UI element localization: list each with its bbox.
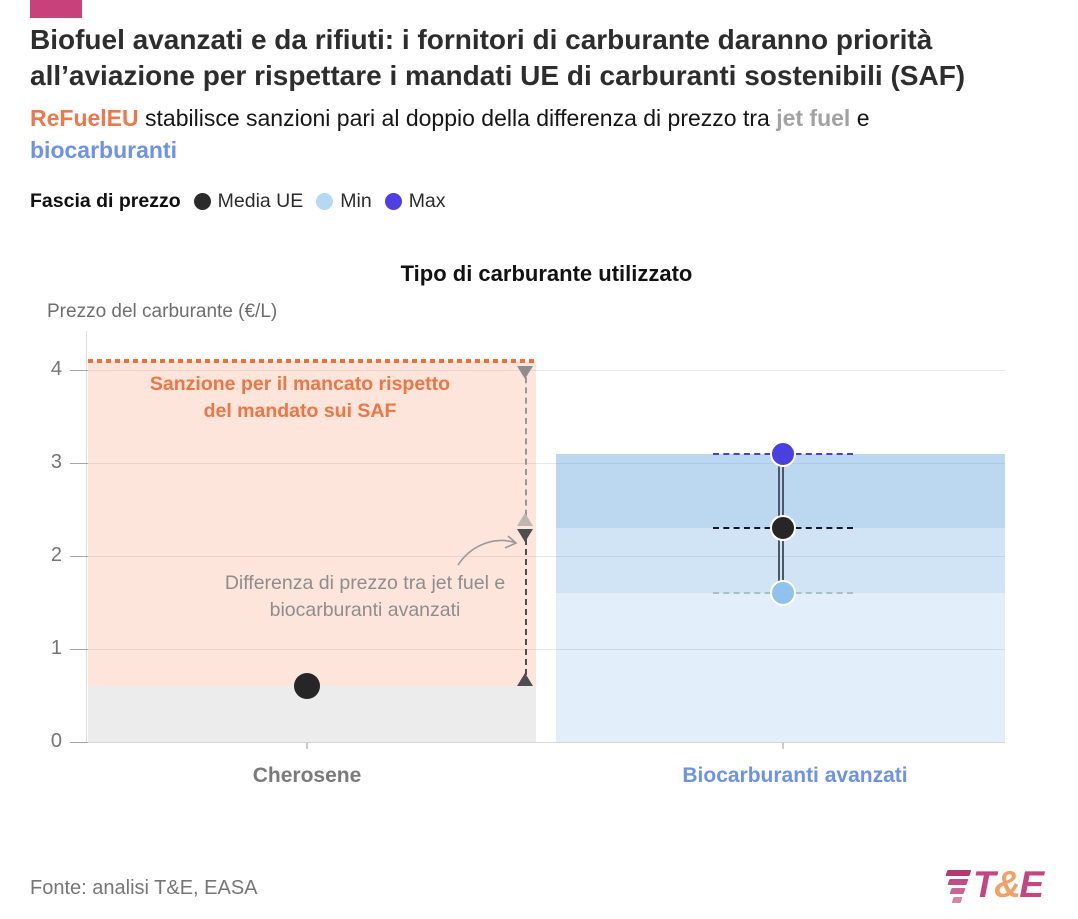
subtitle-body: stabilisce sanzioni pari al doppio della differenza di prezzo tra — [138, 105, 777, 131]
biofuel-axis-tick — [782, 742, 784, 749]
y-axis-label: Prezzo del carburante (€/L) — [47, 301, 278, 322]
legend-item-label: Media UE — [217, 190, 304, 212]
sanction-dotted-line — [88, 359, 536, 363]
legend-item-label: Max — [408, 190, 446, 212]
te-logo — [942, 866, 1043, 903]
te-logo-text — [973, 866, 1043, 903]
biofuel-media-dot — [770, 515, 796, 541]
kerosene-axis-tick — [306, 742, 308, 749]
curved-arrow-icon — [452, 530, 527, 572]
axis-tick-label: 0 — [50, 730, 62, 752]
arrowhead-down-icon — [517, 366, 533, 379]
axis-tick — [70, 370, 88, 371]
axis-tick-label: 2 — [50, 544, 62, 566]
subtitle-jet-fuel: jet fuel — [776, 105, 851, 131]
axis-tick — [70, 649, 88, 650]
arrowhead-up-icon — [517, 673, 533, 686]
te-logo-bars-icon — [937, 870, 972, 903]
biofuel-price-band — [556, 593, 1005, 742]
axis-baseline — [88, 742, 1005, 743]
subtitle-conjunction: e — [850, 105, 870, 131]
axis-tick — [70, 463, 88, 464]
axis-tick-label: 1 — [50, 637, 62, 659]
sanction-annotation: Sanzione per il mancato rispetto del mandato sui SAF — [149, 373, 451, 422]
logo-letter-t: T — [973, 864, 995, 905]
difference-annotation: Differenza di prezzo tra jet fuel e biocarburanti avanzati — [224, 572, 506, 622]
axis-tick-label: 3 — [50, 451, 62, 473]
subtitle-refueleu: ReFuelEU — [30, 105, 139, 131]
arrowhead-up-icon — [517, 513, 533, 526]
source-note: Fonte: analisi T&E, EASA — [30, 877, 258, 899]
page-title-line1: Biofuel avanzati e da rifiuti: i fornitori di carburante daranno priorità — [30, 24, 933, 55]
kerosene-media-dot — [294, 673, 320, 699]
logo-ampersand: & — [994, 864, 1020, 905]
legend-title: Fascia di prezzo — [30, 190, 181, 212]
subtitle-biocarburanti: biocarburanti — [30, 137, 177, 164]
logo-letter-e: E — [1019, 864, 1043, 905]
biofuel-max-dot — [770, 441, 796, 467]
legend-item-label: Min — [340, 190, 372, 212]
biofuel-min-dot — [770, 580, 796, 606]
category-label-biocarburanti: Biocarburanti avanzati — [682, 764, 908, 787]
chart-title: Tipo di carburante utilizzato — [400, 261, 693, 286]
axis-tick — [70, 556, 88, 557]
page-title-line2: all’aviazione per rispettare i mandati UE di carburanti sostenibili (SAF) — [30, 59, 966, 91]
axis-tick — [70, 742, 88, 743]
axis-tick-label: 4 — [50, 358, 62, 380]
sanction-range-arrow-line — [525, 367, 527, 526]
category-label-cherosene: Cherosene — [252, 764, 362, 787]
y-axis-line — [86, 331, 87, 742]
